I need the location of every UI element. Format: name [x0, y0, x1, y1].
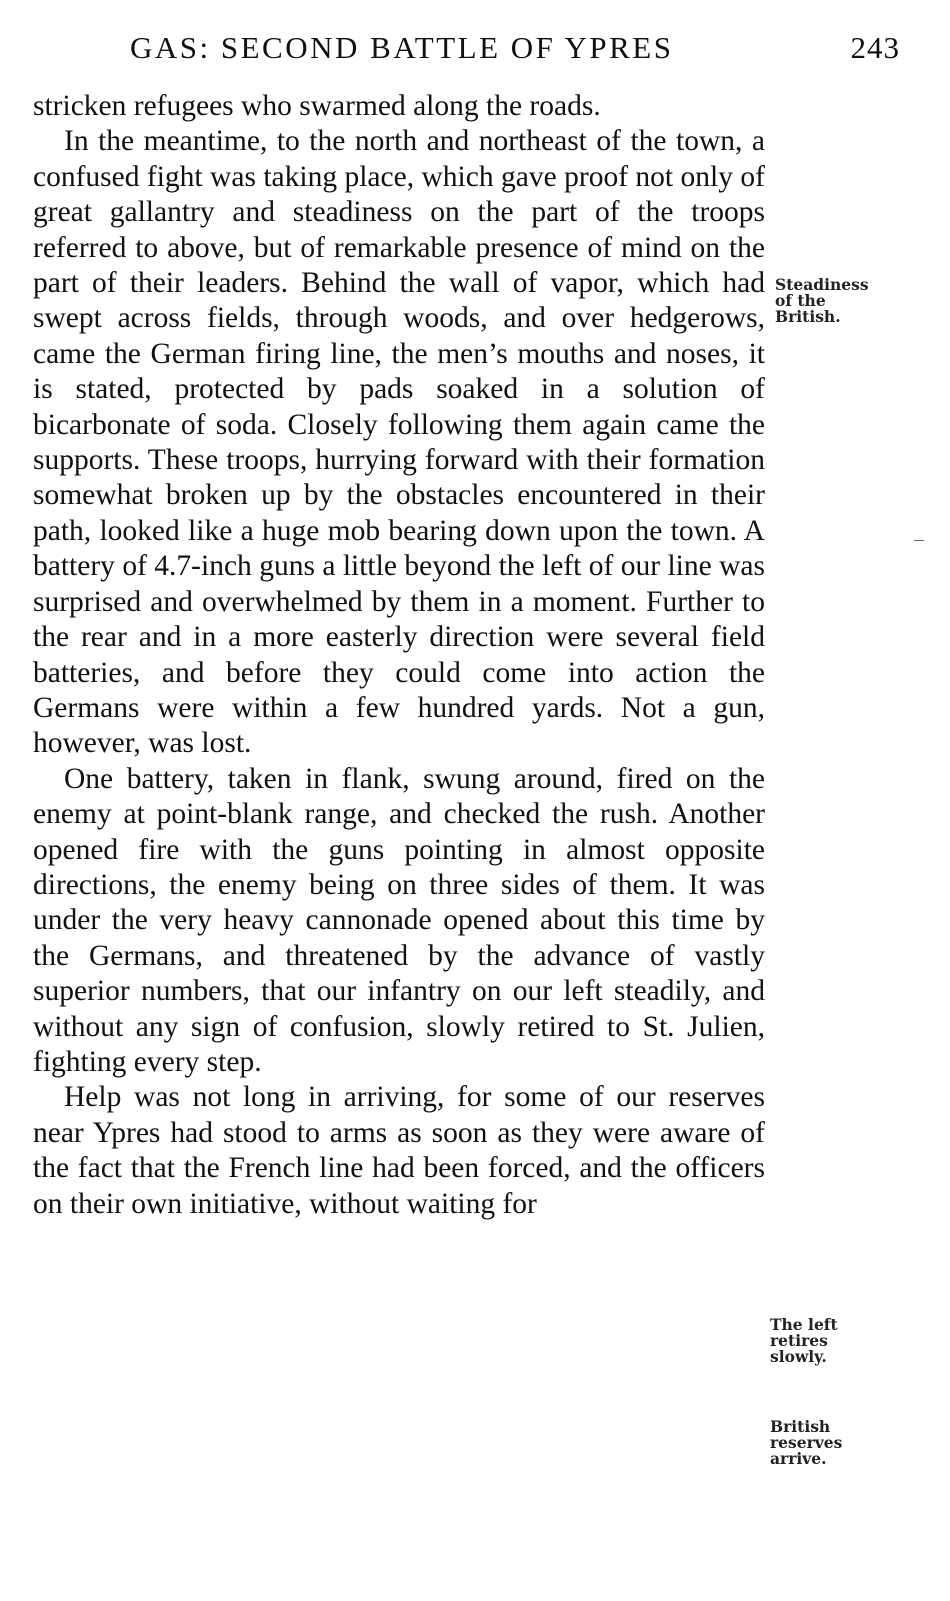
paragraph: One battery, taken in flank, swung around, fired on the enemy at point-blank range, and checked the rush. Another opened fire with the guns pointing in almost opposite directions, the enemy being on three sides of them. It was under the very heavy cannonade opened about this time by the Germans, and threatened by the advance of vastly superior numbers, that our infantry on our left steadily, and without any sign of confusion, slowly retired to St. Julien, fighting every step.	[33, 762, 765, 1078]
paragraph: stricken refugees who swarmed along the roads.	[33, 90, 601, 122]
margin-note-reserves	[770, 1419, 842, 1467]
running-title: GAS: SECOND BATTLE OF YPRES	[130, 30, 674, 65]
margin-note-line: Steadiness	[775, 275, 869, 294]
page-header	[130, 26, 900, 70]
margin-note-line: retires	[770, 1331, 828, 1350]
paragraph: In the meantime, to the north and northeast of the town, a confused fight was taking place, which gave proof not only of great gallantry and steadiness on the part of the troops referred to above, but of remarkable presence of mind on the part of their leaders. Behind the wall of vapor, which had swept across fields, through woods, and over hedgerows, came the German firing line, the men’s mouths and noses, it is stated, protected by pads soaked in a solution of bicarbonate of soda. Closely following them again came the supports. These troops, hurrying forward with their formation somewhat broken up by the obstacles encountered in their path, looked like a huge mob bearing down upon the town. A battery of 4.7-inch guns a little beyond the left of our line was surprised and overwhelmed by them in a moment. Further to the rear and in a more easterly direction were several field batteries, and before they could come into action the Germans were within a few hundred yards. Not a gun, however, was lost.	[33, 125, 765, 760]
margin-note-left-retires	[770, 1317, 838, 1365]
margin-note-line: The left	[770, 1315, 838, 1334]
margin-note-line: reserves	[770, 1433, 843, 1452]
margin-note-line: British.	[775, 307, 841, 326]
margin-note-line: slowly.	[770, 1347, 827, 1366]
margin-note-line: arrive.	[770, 1449, 827, 1468]
body-text	[33, 89, 765, 1222]
margin-note-line: British	[770, 1417, 831, 1436]
margin-note-line: of the	[775, 291, 826, 310]
margin-note-steadiness	[775, 277, 869, 325]
paragraph: Help was not long in arriving, for some of our reserves near Ypres had stood to arms as soon as they were aware of the fact that the French line had been forced, and the officers on their own initiative, without waiting for	[33, 1081, 765, 1220]
page-number: 243	[850, 30, 900, 65]
page-edge-mark	[914, 540, 924, 541]
